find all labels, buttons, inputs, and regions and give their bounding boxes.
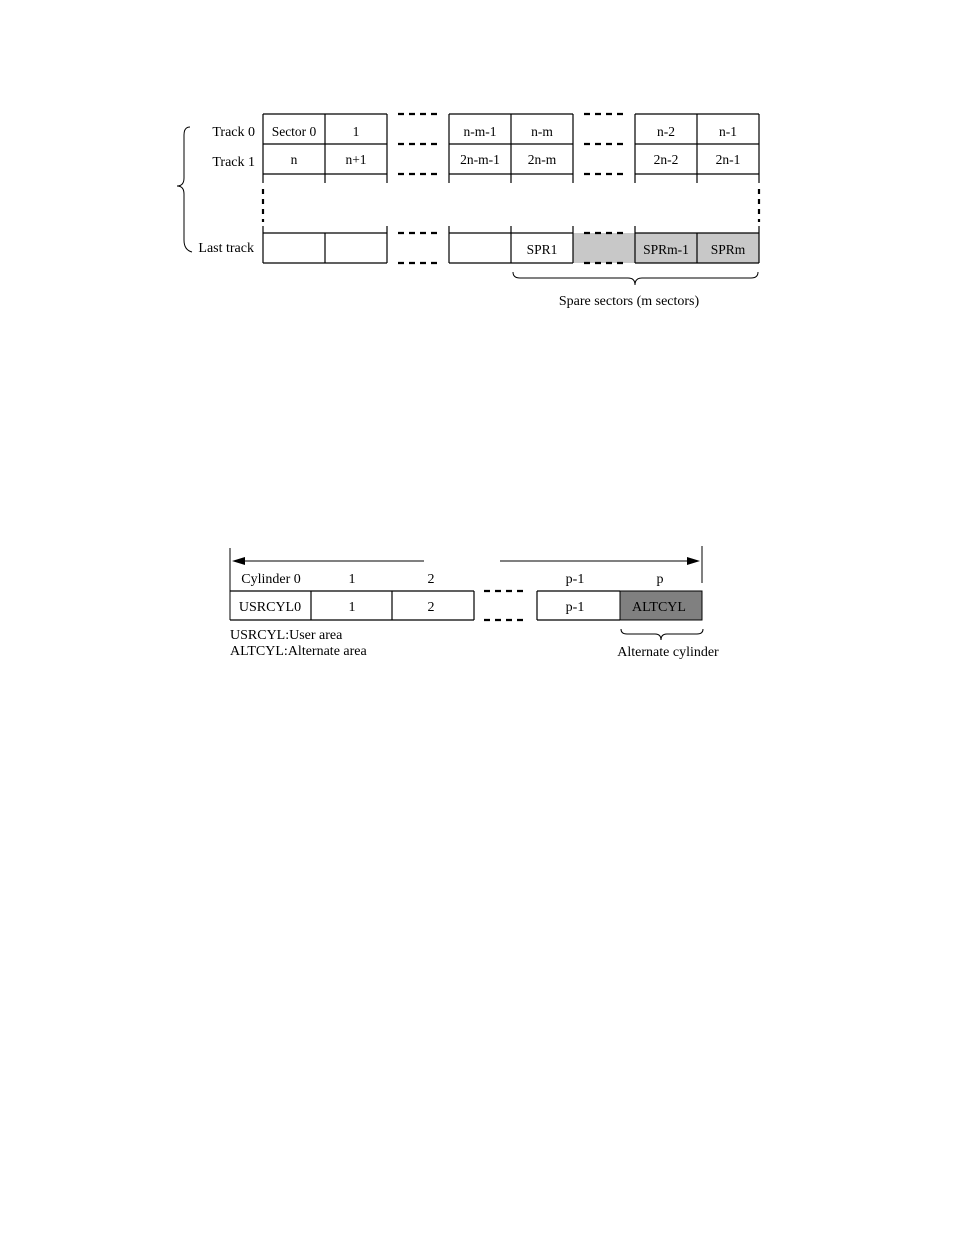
t1-cell-6: 2n-2 bbox=[653, 152, 679, 167]
legend-usrcyl: USRCYL:User area bbox=[230, 628, 343, 643]
t0-cell-7: n-1 bbox=[719, 124, 737, 139]
legend-altcyl: ALTCYL:Alternate area bbox=[230, 644, 367, 659]
cyl-cell-1: 1 bbox=[348, 600, 356, 615]
t0-cell-6: n-2 bbox=[657, 124, 675, 139]
cyl-cell-p-1: p-1 bbox=[565, 600, 585, 615]
t1-cell-1: n+1 bbox=[345, 152, 367, 167]
cylinder-diagram bbox=[230, 546, 719, 660]
cyl-cell-2: 2 bbox=[427, 600, 435, 615]
t1-cell-7: 2n-1 bbox=[715, 152, 741, 167]
cyl-cell-usrcyl0: USRCYL0 bbox=[238, 600, 302, 615]
cyl-header-p: p bbox=[656, 572, 664, 587]
spr1-label: SPR1 bbox=[526, 242, 558, 257]
t1-cell-0: n bbox=[290, 152, 298, 167]
track-label-1: Track 1 bbox=[212, 155, 255, 170]
spare-sectors-caption: Spare sectors (m sectors) bbox=[558, 294, 700, 309]
top-block-verticals bbox=[263, 114, 759, 183]
edge-continuation-dashes bbox=[263, 189, 759, 222]
t0-cell-3: n-m-1 bbox=[463, 124, 497, 139]
right-arrow-head bbox=[687, 557, 700, 565]
sprm-1-label: SPRm-1 bbox=[643, 242, 689, 257]
tracks-brace bbox=[177, 127, 192, 252]
track-label-last: Last track bbox=[198, 241, 254, 256]
t0-cell-4: n-m bbox=[531, 124, 553, 139]
t0-cell-1: 1 bbox=[352, 124, 360, 139]
sprm-label: SPRm bbox=[710, 242, 746, 257]
t1-cell-3: 2n-m-1 bbox=[460, 152, 500, 167]
cyl-cell-altcyl: ALTCYL bbox=[632, 600, 686, 615]
cyl-header-2: 2 bbox=[427, 572, 435, 587]
t0-cell-0: Sector 0 bbox=[271, 124, 317, 139]
spare-sectors-brace bbox=[513, 272, 758, 285]
cylinder-gap-dashes bbox=[484, 591, 527, 620]
cyl-header-1: 1 bbox=[348, 572, 356, 587]
alternate-cylinder-caption: Alternate cylinder bbox=[617, 645, 719, 660]
alternate-cylinder-brace bbox=[621, 629, 703, 640]
track-sector-diagram bbox=[177, 114, 759, 309]
cyl-header-0: Cylinder 0 bbox=[241, 572, 301, 587]
spare-gap-shade bbox=[573, 233, 635, 263]
t1-cell-4: 2n-m bbox=[527, 152, 557, 167]
cyl-header-p-1: p-1 bbox=[565, 572, 585, 587]
track-label-0: Track 0 bbox=[212, 125, 255, 140]
left-arrow-head bbox=[232, 557, 245, 565]
